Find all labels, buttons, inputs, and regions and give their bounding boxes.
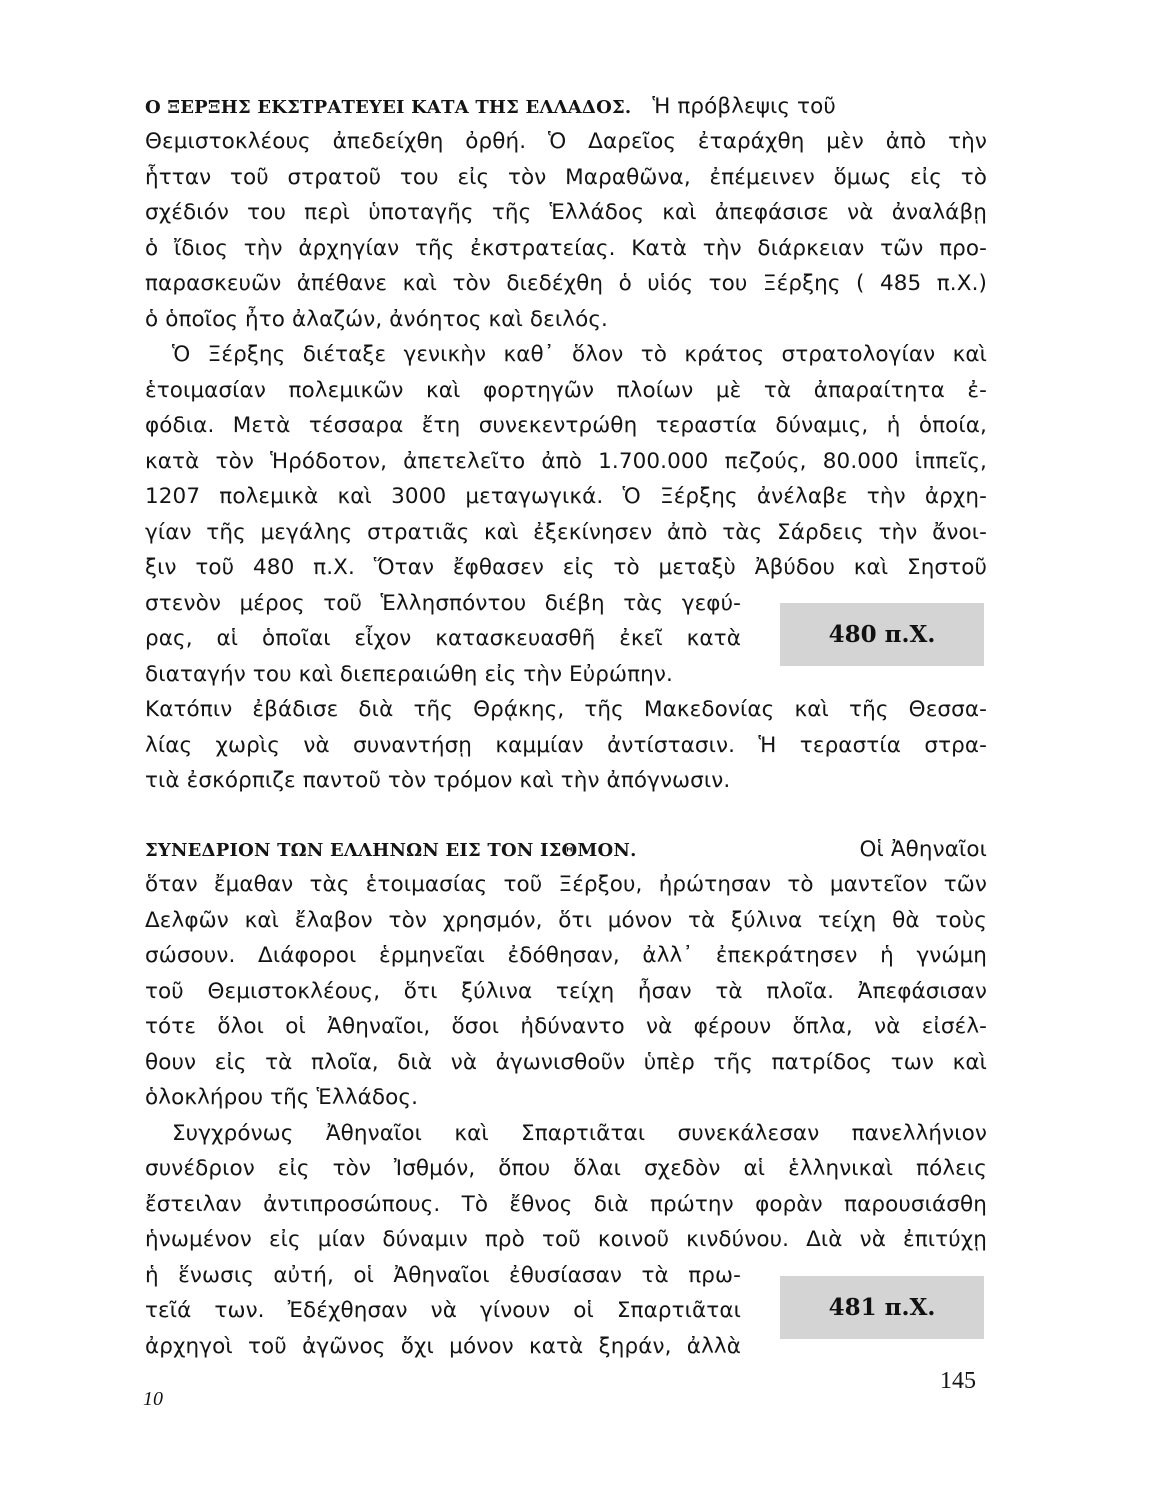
section2-heading: ΣΥΝΕΔΡΙΟΝ ΤΩΝ ΕΛΛΗΝΩΝ ΕΙΣ ΤΟΝ ΙΣΘΜΟΝ. [145, 840, 637, 861]
section2-heading-line [145, 836, 987, 864]
paragraph-line: στενὸν μέρος τοῦ Ἑλλησπόντου διέβη τὰς γεφύ- [145, 591, 741, 616]
paragraph-line: θουν εἰς τὰ πλοῖα, διὰ νὰ ἀγωνισθοῦν ὑπὲρ τῆς πατρίδος των καὶ [145, 1050, 987, 1075]
paragraph-line: κατὰ τὸν Ἡρόδοτον, ἀπετελεῖτο ἀπὸ 1.700.000 πεζούς, 80.000 ἱππεῖς, [145, 449, 987, 474]
paragraph-line: λίας χωρὶς νὰ συναντήσῃ καμμίαν ἀντίστασιν. Ἡ τεραστία στρα- [145, 733, 987, 758]
paragraph-line: Συγχρόνως Ἀθηναῖοι καὶ Σπαρτιᾶται συνεκάλεσαν πανελλήνιον [172, 1121, 987, 1146]
paragraph-line: Κατόπιν ἐβάδισε διὰ τῆς Θρᾴκης, τῆς Μακεδονίας καὶ τῆς Θεσσα- [145, 697, 987, 722]
paragraph-line: τιὰ ἐσκόρπιζε παντοῦ τὸν τρόμον καὶ τὴν ἀπόγνωσιν. [145, 768, 731, 793]
paragraph-line: τοῦ Θεμιστοκλέους, ὅτι ξύλινα τείχη ἦσαν τὰ πλοῖα. Ἀπεφάσισαν [145, 979, 987, 1004]
paragraph-line: Ὁ Ξέρξης διέταξε γενικὴν καθ᾽ ὅλον τὸ κράτος στρατολογίαν καὶ [172, 342, 987, 367]
paragraph-line: τεῖά των. Ἐδέχθησαν νὰ γίνουν οἱ Σπαρτιᾶται [145, 1298, 741, 1323]
paragraph-line: τότε ὅλοι οἱ Ἀθηναῖοι, ὅσοι ἠδύναντο νὰ φέρουν ὅπλα, νὰ εἰσέλ- [145, 1014, 987, 1039]
paragraph-line: φόδια. Μετὰ τέσσαρα ἔτη συνεκεντρώθη τεραστία δύναμις, ἡ ὁποία, [145, 413, 987, 438]
printer-signature: 10 [143, 1388, 163, 1410]
section1-lead: Ἡ πρόβλεψις τοῦ [652, 94, 836, 119]
paragraph-line: παρασκευῶν ἀπέθανε καὶ τὸν διεδέχθη ὁ υἱός του Ξέρξης ( 485 π.Χ.) [145, 271, 987, 296]
paragraph-line: 1207 πολεμικὰ καὶ 3000 μεταγωγικά. Ὁ Ξέρξης ἀνέλαβε τὴν ἀρχη- [145, 484, 987, 509]
paragraph-line: ὁλοκλήρου τῆς Ἑλλάδος. [145, 1085, 419, 1110]
paragraph-line: ὅταν ἔμαθαν τὰς ἑτοιμασίας τοῦ Ξέρξου, ἠρώτησαν τὸ μαντεῖον τῶν [145, 872, 987, 897]
paragraph-line: ἡνωμένον εἰς μίαν δύναμιν πρὸ τοῦ κοινοῦ κινδύνου. Διὰ νὰ ἐπιτύχῃ [145, 1227, 987, 1252]
page-number: 145 [940, 1368, 976, 1394]
date-marker-480bc: 480 π.Χ. [780, 603, 984, 666]
section1-heading: Ο ΞΕΡΞΗΣ ΕΚΣΤΡΑΤΕΥΕΙ ΚΑΤΑ ΤΗΣ ΕΛΛΑΔΟΣ. [145, 97, 632, 118]
paragraph-line: γίαν τῆς μεγάλης στρατιᾶς καὶ ἐξεκίνησεν ἀπὸ τὰς Σάρδεις τὴν ἄνοι- [145, 520, 987, 545]
paragraph-line: ὁ ἴδιος τὴν ἀρχηγίαν τῆς ἐκστρατείας. Κατὰ τὴν διάρκειαν τῶν προ- [145, 236, 987, 261]
date-marker-481bc: 481 π.Χ. [780, 1276, 984, 1339]
paragraph-line: ὁ ὁποῖος ἦτο ἀλαζών, ἀνόητος καὶ δειλός. [145, 307, 608, 332]
paragraph-line: ἧτταν τοῦ στρατοῦ του εἰς τὸν Μαραθῶνα, ἐπέμεινεν ὅμως εἰς τὸ [145, 165, 987, 190]
paragraph-line: ξιν τοῦ 480 π.Χ. Ὅταν ἔφθασεν εἰς τὸ μεταξὺ Ἀβύδου καὶ Σηστοῦ [145, 555, 987, 580]
paragraph-line: ἔστειλαν ἀντιπροσώπους. Τὸ ἔθνος διὰ πρώτην φορὰν παρουσιάσθη [145, 1192, 987, 1217]
paragraph-line: Δελφῶν καὶ ἔλαβον τὸν χρησμόν, ὅτι μόνον τὰ ξύλινα τείχη θὰ τοὺς [145, 908, 987, 933]
paragraph-line: συνέδριον εἰς τὸν Ἰσθμόν, ὅπου ὅλαι σχεδὸν αἱ ἑλληνικαὶ πόλεις [145, 1156, 987, 1181]
paragraph-line: διαταγήν του καὶ διεπεραιώθη εἰς τὴν Εὐρώπην. [145, 662, 673, 687]
paragraph-line: σχέδιόν του περὶ ὑποταγῆς τῆς Ἑλλάδος καὶ ἀπεφάσισε νὰ ἀναλάβῃ [145, 200, 987, 225]
paragraph-line: Θεμιστοκλέους ἀπεδείχθη ὀρθή. Ὁ Δαρεῖος ἐταράχθη μὲν ἀπὸ τὴν [145, 129, 987, 154]
paragraph-line: σώσουν. Διάφοροι ἑρμηνεῖαι ἐδόθησαν, ἀλλ᾽ ἐπεκράτησεν ἡ γνώμη [145, 943, 987, 968]
section2-lead: Οἱ Ἀθηναῖοι [859, 837, 987, 862]
paragraph-line: ἀρχηγοὶ τοῦ ἀγῶνος ὄχι μόνον κατὰ ξηράν, ἀλλὰ [145, 1334, 741, 1359]
paragraph-line: ἡ ἕνωσις αὐτή, οἱ Ἀθηναῖοι ἐθυσίασαν τὰ πρω- [145, 1263, 741, 1288]
paragraph-line: ρας, αἱ ὁποῖαι εἶχον κατασκευασθῆ ἐκεῖ κατὰ [145, 626, 741, 651]
section1-heading-line [145, 93, 987, 121]
paragraph-line: ἑτοιμασίαν πολεμικῶν καὶ φορτηγῶν πλοίων μὲ τὰ ἀπαραίτητα ἐ- [145, 378, 987, 403]
